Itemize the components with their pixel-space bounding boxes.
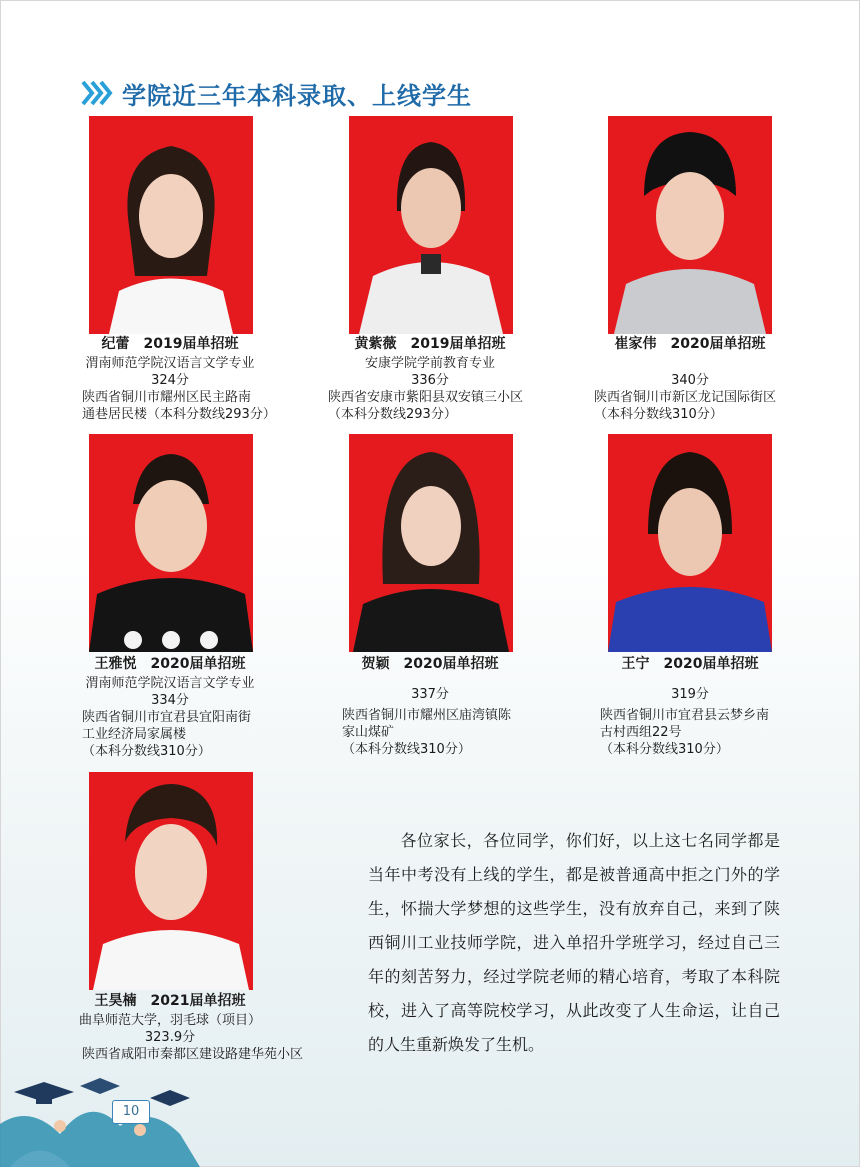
student-class: 2020届单招班 bbox=[150, 656, 246, 672]
student-class: 2020届单招班 bbox=[670, 336, 766, 352]
student-name: 纪蕾 bbox=[101, 336, 130, 352]
student-photo bbox=[89, 772, 253, 990]
student-score: 340分 bbox=[671, 373, 709, 388]
page-number: 10 bbox=[112, 1100, 150, 1124]
student-school bbox=[570, 355, 810, 372]
student-address: （本科分数线310分） bbox=[594, 407, 723, 422]
student-caption bbox=[310, 656, 550, 758]
student-name: 王宁 bbox=[621, 656, 650, 672]
student-school: 渭南师范学院汉语言文学专业 bbox=[85, 676, 255, 691]
student-address: 陕西省安康市紫阳县双安镇三小区 bbox=[328, 390, 524, 405]
student-name-line bbox=[50, 656, 290, 673]
student-photo bbox=[349, 116, 513, 334]
student-address: （本科分数线310分） bbox=[82, 744, 211, 759]
student-score: 319分 bbox=[671, 687, 709, 702]
student-address: 陕西省铜川市耀州区民主路南 bbox=[82, 390, 252, 405]
student-address: 陕西省铜川市耀州区庙湾镇陈 bbox=[342, 708, 512, 723]
student-address: 陕西省铜川市宜君县云梦乡南 bbox=[600, 708, 770, 723]
student-address: 陕西省铜川市新区龙记国际街区 bbox=[594, 390, 777, 405]
student-caption bbox=[570, 656, 810, 758]
student-photo bbox=[89, 434, 253, 652]
section-heading bbox=[80, 76, 472, 110]
student-address: 古村西组22号 bbox=[600, 725, 682, 740]
student-address: 陕西省铜川市宜君县宜阳南街 bbox=[82, 710, 252, 725]
student-address: 陕西省咸阳市秦都区建设路建华苑小区 bbox=[82, 1047, 304, 1062]
student-photo bbox=[89, 116, 253, 334]
student-address: （本科分数线310分） bbox=[342, 742, 471, 757]
student-school bbox=[310, 675, 550, 686]
student-name-line bbox=[310, 336, 550, 353]
student-school: 曲阜师范大学，羽毛球（项目） bbox=[78, 1013, 261, 1028]
student-score: 337分 bbox=[411, 687, 449, 702]
student-address: 通巷居民楼（本科分数线293分） bbox=[82, 407, 276, 422]
student-photo bbox=[608, 116, 772, 334]
student-caption bbox=[50, 656, 290, 760]
student-score: 334分 bbox=[151, 693, 189, 708]
student-name-line bbox=[310, 656, 550, 673]
student-class: 2021届单招班 bbox=[150, 993, 246, 1009]
student-school: 渭南师范学院汉语言文学专业 bbox=[85, 356, 255, 371]
student-photo bbox=[349, 434, 513, 652]
student-class: 2020届单招班 bbox=[663, 656, 759, 672]
student-address: （本科分数线310分） bbox=[600, 742, 729, 757]
student-name-line bbox=[50, 993, 290, 1010]
student-address: （本科分数线293分） bbox=[328, 407, 457, 422]
student-photo bbox=[608, 434, 772, 652]
student-school bbox=[570, 675, 810, 686]
student-caption bbox=[570, 336, 810, 423]
student-caption bbox=[50, 336, 290, 423]
summary-text: 各位家长，各位同学，你们好，以上这七名同学都是当年中考没有上线的学生，都是被普通高中拒之门外的学生，怀揣大学梦想的这些学生，没有放弃自己，来到了陕西铜川工业技师学院，进入单招升学班学习，经过自己三年的刻苦努力，经过学院老师的精心培育，考取了本科院校，进入了高等院校学习，从此改变了人生命运，让自己的人生重新焕发了生机。 bbox=[368, 831, 780, 1054]
student-name: 王昊楠 bbox=[94, 993, 137, 1009]
student-class: 2019届单招班 bbox=[143, 336, 239, 352]
student-caption bbox=[50, 993, 304, 1063]
student-caption bbox=[310, 336, 550, 423]
student-address: 家山煤矿 bbox=[342, 725, 395, 740]
student-name-line bbox=[570, 656, 810, 673]
student-score: 336分 bbox=[411, 373, 449, 388]
student-class: 2019届单招班 bbox=[410, 336, 506, 352]
student-name: 王雅悦 bbox=[94, 656, 137, 672]
student-score: 324分 bbox=[151, 373, 189, 388]
page-title: 学院近三年本科录取、上线学生 bbox=[122, 81, 472, 110]
student-name-line bbox=[50, 336, 290, 353]
student-school: 安康学院学前教育专业 bbox=[364, 356, 495, 371]
student-name-line bbox=[570, 336, 810, 353]
double-chevron-icon bbox=[80, 78, 116, 108]
student-name: 崔家伟 bbox=[614, 336, 657, 352]
student-score: 323.9分 bbox=[144, 1030, 196, 1045]
student-name: 黄紫薇 bbox=[354, 336, 397, 352]
student-name: 贺颖 bbox=[361, 656, 390, 672]
student-class: 2020届单招班 bbox=[403, 656, 499, 672]
graduation-decoration-icon bbox=[0, 1064, 200, 1167]
student-address: 工业经济局家属楼 bbox=[82, 727, 187, 742]
summary-paragraph bbox=[368, 824, 780, 1062]
